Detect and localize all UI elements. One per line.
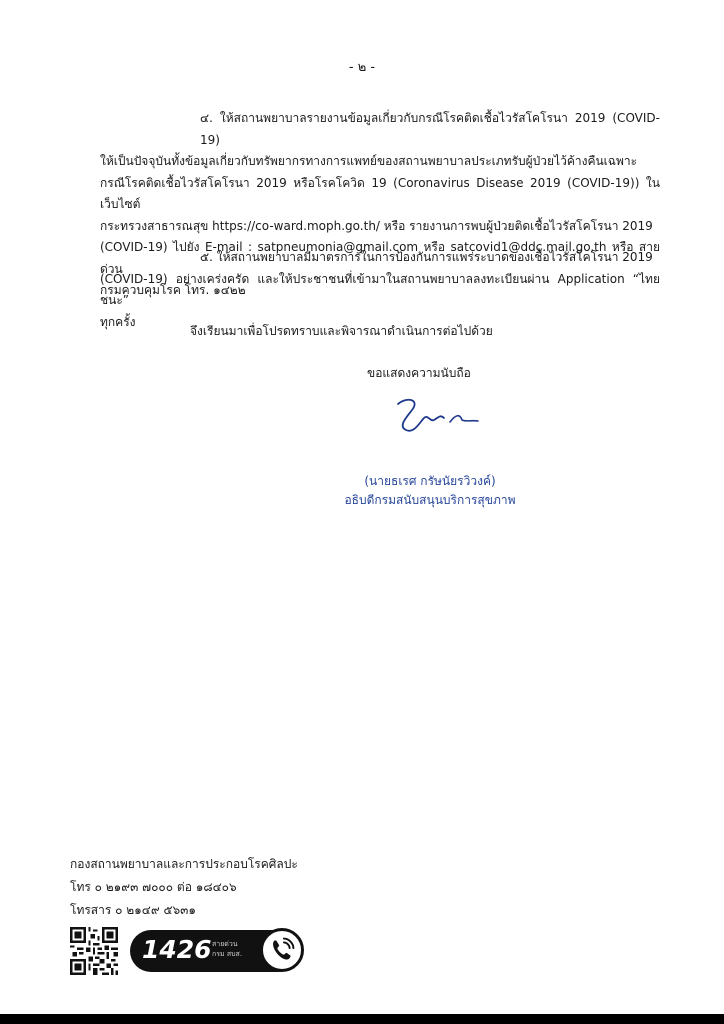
para4-line: (COVID-19) ไปยัง E-mail : satpneumonia@gmail.com หรือ satcovid1@ddc.mail.go.th หรือ สายด่วน <box>100 240 660 276</box>
footer-fax: โทรสาร ๐ ๒๑๔๙ ๕๖๓๑ <box>70 903 196 917</box>
para5-line: ๕. ให้สถานพยาบาลมีมาตรการในการป้องกันการแพร่ระบาดของเชื้อไวรัสโคโรนา 2019 <box>200 250 653 264</box>
paragraph-5 <box>100 247 660 333</box>
para4-line: กรมควบคุมโรค โทร. ๑๔๒๒ <box>100 283 246 297</box>
footer-phone: โทร ๐ ๒๑๙๓ ๗๐๐๐ ต่อ ๑๘๔๐๖ <box>70 880 237 894</box>
para4-line: ๔. ให้สถานพยาบาลรายงานข้อมูลเกี่ยวกับกรณีโรคติดเชื้อไวรัสโคโรนา 2019 (COVID-19) <box>200 111 660 147</box>
hotline-caption-line: กรม สบส. <box>212 950 243 958</box>
signature-image <box>390 392 480 442</box>
hotline-caption-line: สายด่วน <box>212 940 238 948</box>
phone-icon <box>260 928 304 972</box>
closing-sentence: จึงเรียนมาเพื่อโปรดทราบและพิจารณาดำเนินการต่อไปด้วย <box>190 324 493 338</box>
regards-text: ขอแสดงความนับถือ <box>367 366 471 380</box>
qr-code-icon <box>70 927 118 975</box>
scan-edge <box>0 1014 724 1024</box>
signer-name: (นายธเรศ กรัษนัยรวิวงค์) <box>364 474 496 488</box>
footer-division: กองสถานพยาบาลและการประกอบโรคศิลปะ <box>70 857 298 871</box>
para4-line: กรณีโรคติดเชื้อไวรัสโคโรนา 2019 หรือโรคโควิด 19 (Coronavirus Disease 2019 (COVID-19)) ในเว็บไซต์ <box>100 175 660 211</box>
hotline-number: 1426 <box>142 935 212 964</box>
page-number: - ๒ - <box>348 60 376 75</box>
para4-line: กระทรวงสาธารณสุข https://co-ward.moph.go.th/ หรือ รายงานการพบผู้ป่วยติดเชื้อไวรัสโคโรนา 2019 <box>100 218 653 233</box>
para5-line: ทุกครั้ง <box>100 314 136 329</box>
footer-contact <box>70 853 298 922</box>
hotline-badge <box>130 930 300 972</box>
signer-block <box>300 472 560 510</box>
hotline-caption <box>212 939 242 959</box>
signer-title: อธิบดีกรมสนับสนุนบริการสุขภาพ <box>344 493 516 507</box>
para5-line: (COVID-19) อย่างเคร่งครัด และให้ประชาชนที่เข้ามาในสถานพยาบาลลงทะเบียนผ่าน Application “ไทยชนะ” <box>100 271 660 307</box>
para4-line: ให้เป็นปัจจุบันทั้งข้อมูลเกี่ยวกับทรัพยากรทางการแพทย์ของสถานพยาบาลประเภทรับผู้ป่วยไว้ค้างคืนเฉพาะ <box>100 154 638 168</box>
